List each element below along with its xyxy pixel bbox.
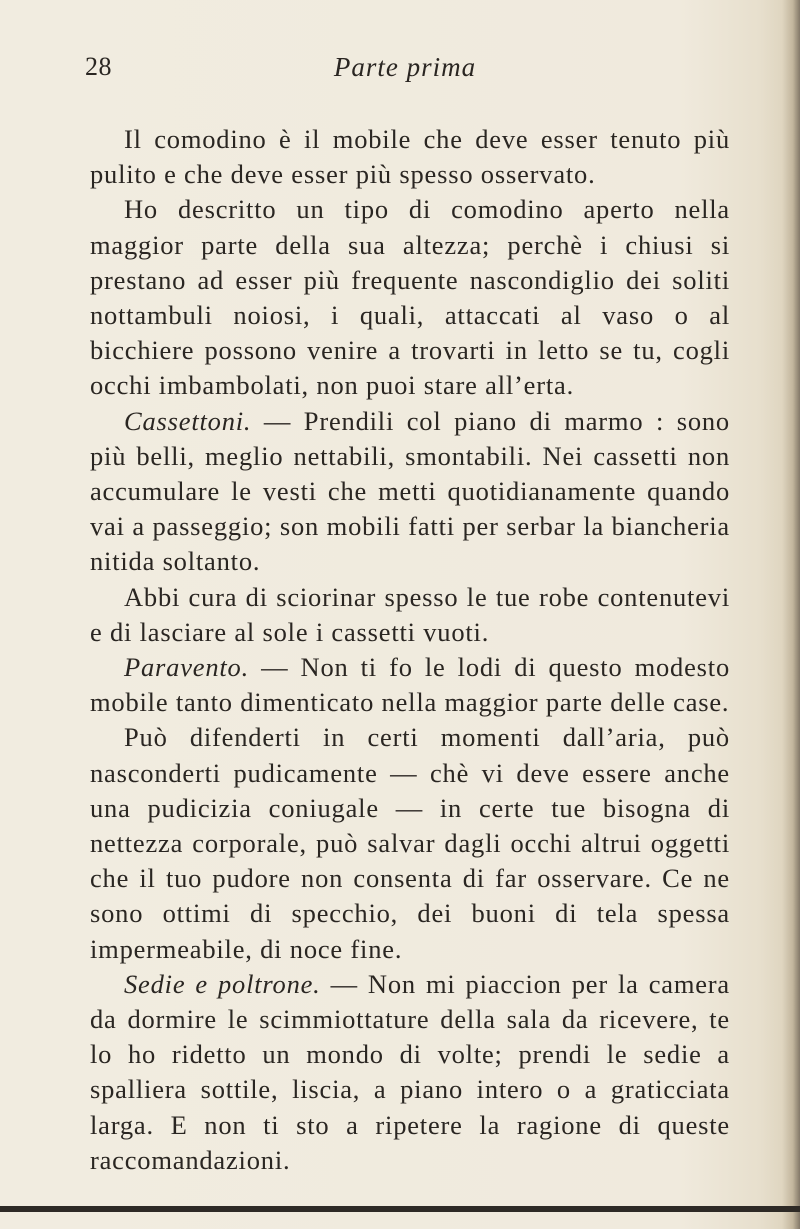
paragraph bbox=[90, 404, 730, 580]
paragraph bbox=[90, 720, 730, 966]
paragraph-text: — Non mi piaccion per la camera da dormire le scimmiottature della sala da ricevere, te lo ho ridetto un mondo di volte; prendi le sedie a spalliera sottile, liscia, a piano intero o a graticciata larga. E non ti sto a ripetere la ragione di queste raccomandazioni. bbox=[90, 968, 730, 1175]
paragraph-text: Ho descritto un tipo di comodino aperto nella maggior parte della sua altezza; perchè i chiusi si prestano ad esser più frequente nascondiglio dei soliti nottambuli noiosi, i quali, attaccati al vaso o al bicchiere possono venire a trovarti in letto se tu, cogli occhi imbambolati, non puoi stare all’erta. bbox=[90, 194, 730, 401]
page-gutter-shadow bbox=[782, 0, 800, 1229]
paragraph-text: — Non ti fo le lodi di questo modesto mobile tanto dimenticato nella maggior parte delle case. bbox=[90, 652, 730, 718]
page-number: 28 bbox=[85, 52, 112, 81]
paragraph-text: — Prendili col piano di marmo : sono più belli, meglio nettabili, smontabili. Nei cassetti non accumulare le vesti che metti quotidianamente quando vai a passeggio; son mobili fatti per serbar la biancheria nitida soltanto. bbox=[90, 405, 730, 577]
section-title: Paravento. bbox=[124, 652, 250, 683]
running-title: Parte prima bbox=[333, 52, 477, 82]
paragraph bbox=[90, 122, 730, 192]
paragraph bbox=[90, 580, 730, 650]
section-title: Cassettoni. bbox=[124, 405, 252, 436]
page-header bbox=[85, 52, 725, 92]
paragraph-text: Abbi cura di sciorinar spesso le tue robe contenutevi e di lasciare al sole i cassetti vuoti. bbox=[90, 581, 730, 647]
paragraph bbox=[90, 192, 730, 403]
paragraph bbox=[90, 650, 730, 720]
body-text bbox=[90, 122, 730, 1178]
paragraph-text: Può difenderti in certi momenti dall’aria, può nasconderti pudicamente — chè vi deve essere anche una pudicizia coniugale — in certe tue bisogna di nettezza corporale, può salvar dagli occhi altrui oggetti che il tuo pudore non consenta di far osservare. Ce ne sono ottimi di specchio, dei buoni di tela spessa impermeabile, di noce fine. bbox=[90, 722, 730, 964]
bottom-edge-rule bbox=[0, 1206, 800, 1212]
paragraph-text: Il comodino è il mobile che deve esser tenuto più pulito e che deve esser più spesso osservato. bbox=[90, 124, 730, 190]
paragraph bbox=[90, 967, 730, 1178]
section-title: Sedie e poltrone. bbox=[124, 968, 321, 999]
